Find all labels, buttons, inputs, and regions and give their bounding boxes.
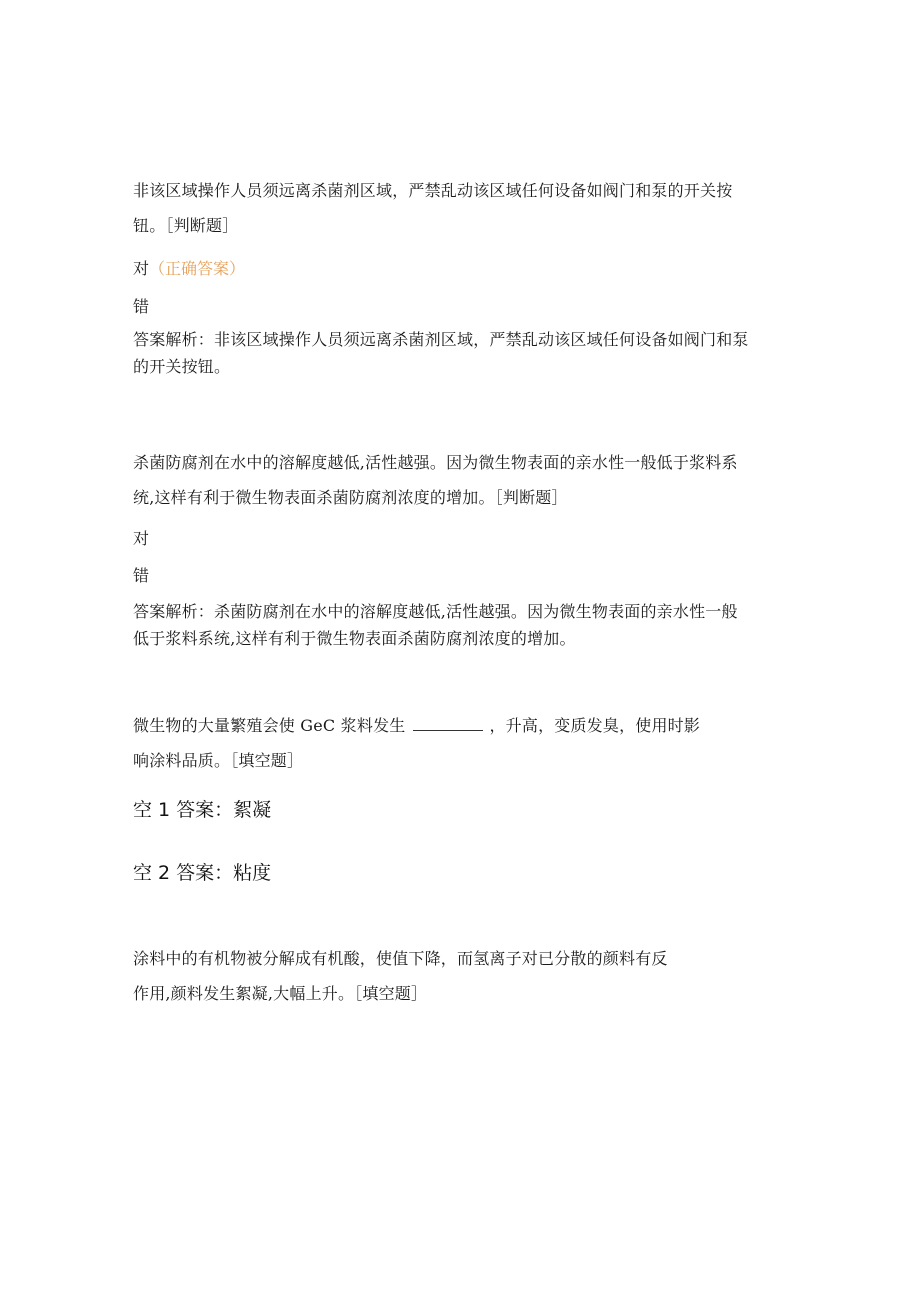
question-stem	[133, 941, 793, 1011]
question-2	[133, 445, 793, 648]
analysis-line-1: 答案解析：非该区域操作人员须远离杀菌剂区域，严禁乱动该区域任何设备如阀门和泵	[133, 330, 749, 349]
stem-line-1: 非该区域操作人员须远离杀菌剂区域，严禁乱动该区域任何设备如阀门和泵的开关按	[133, 181, 733, 200]
stem-line-1-after: ，升高，变质发臭，使用时影	[489, 716, 701, 735]
question-stem	[133, 173, 793, 243]
option-false[interactable]	[133, 297, 149, 317]
analysis-line-2: 低于浆料系统,这样有利于微生物表面杀菌防腐剂浓度的增加。	[133, 629, 576, 648]
option-false[interactable]	[133, 566, 149, 586]
question-1	[133, 173, 793, 376]
question-4	[133, 941, 793, 1011]
answer-analysis	[133, 598, 788, 652]
correct-answer-tag: （正确答案）	[149, 259, 246, 278]
fill-blank[interactable]	[413, 716, 483, 731]
option-true[interactable]	[133, 529, 149, 549]
question-stem	[133, 708, 793, 778]
blank-1-answer: 空 1 答案：絮凝	[133, 799, 272, 821]
document-page	[133, 0, 793, 1301]
option-label: 对	[133, 529, 150, 548]
stem-line-2: 响涂料品质。［填空题］	[133, 751, 304, 770]
stem-line-2: 作用,颜料发生絮凝,大幅上升。［填空题］	[133, 984, 428, 1003]
option-label: 错	[133, 566, 150, 585]
analysis-line-1: 答案解析：杀菌防腐剂在水中的溶解度越低,活性越强。因为微生物表面的亲水性一般	[133, 602, 738, 621]
stem-line-1-before: 微生物的大量繁殖会使 GeC 浆料发生	[133, 716, 406, 735]
option-label: 错	[133, 297, 150, 316]
stem-line-2: 钮。［判断题］	[133, 216, 239, 235]
answer-analysis	[133, 326, 788, 380]
stem-line-2: 统,这样有利于微生物表面杀菌防腐剂浓度的增加。［判断题］	[133, 488, 568, 507]
stem-line-1: 杀菌防腐剂在水中的溶解度越低,活性越强。因为微生物表面的亲水性一般低于浆料系	[133, 453, 738, 472]
option-label: 对	[133, 259, 150, 278]
analysis-line-2: 的开关按钮。	[133, 357, 231, 376]
blank-2-answer: 空 2 答案：粘度	[133, 862, 272, 884]
question-stem	[133, 445, 793, 515]
option-true[interactable]	[133, 259, 245, 279]
stem-line-1: 涂料中的有机物被分解成有机酸，使值下降，而氢离子对已分散的颜料有反	[133, 949, 668, 968]
question-3	[133, 708, 793, 884]
